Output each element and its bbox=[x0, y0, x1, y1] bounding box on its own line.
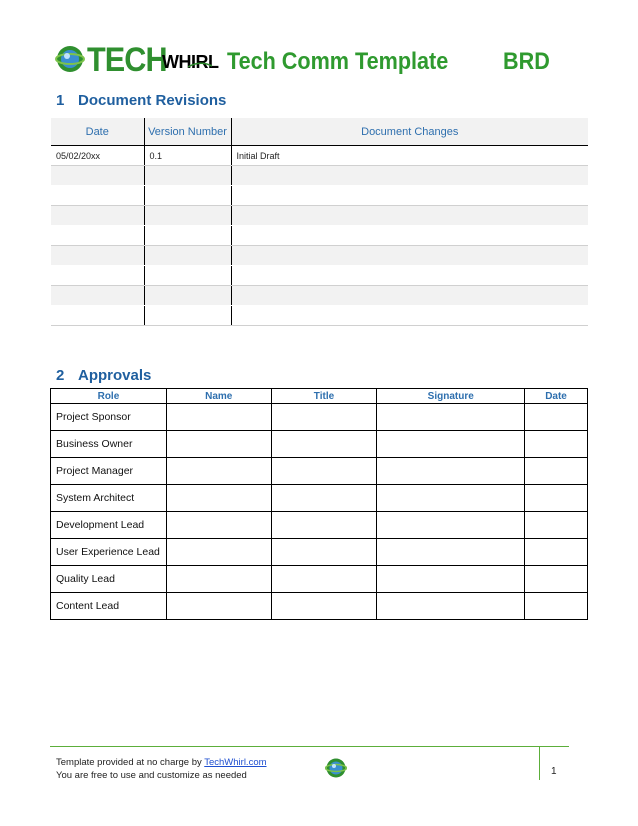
cell-version bbox=[144, 246, 231, 266]
cell-signature bbox=[377, 539, 525, 566]
table-row bbox=[51, 166, 588, 186]
cell-name bbox=[166, 593, 271, 620]
cell-role: Content Lead bbox=[51, 593, 167, 620]
section-title: Approvals bbox=[78, 367, 152, 384]
cell-name bbox=[166, 431, 271, 458]
cell-date: 05/02/20xx bbox=[51, 146, 144, 166]
cell-name bbox=[166, 485, 271, 512]
cell-signature bbox=[377, 566, 525, 593]
template-title: Tech Comm Template bbox=[227, 48, 449, 75]
cell-role: Project Manager bbox=[51, 458, 167, 485]
cell-version bbox=[144, 226, 231, 246]
cell-signature bbox=[377, 593, 525, 620]
page-number: 1 bbox=[551, 766, 557, 777]
footer-line1: Template provided at no charge by bbox=[56, 757, 205, 768]
cell-role: User Experience Lead bbox=[51, 539, 167, 566]
cell-changes bbox=[231, 166, 588, 186]
table-row bbox=[51, 539, 588, 566]
cell-date bbox=[51, 286, 144, 306]
cell-date bbox=[51, 306, 144, 326]
table-row bbox=[51, 512, 588, 539]
column-header-name: Name bbox=[166, 389, 271, 404]
table-row bbox=[51, 286, 588, 306]
table-row bbox=[51, 226, 588, 246]
cell-version bbox=[144, 286, 231, 306]
cell-date bbox=[51, 186, 144, 206]
cell-changes bbox=[231, 286, 588, 306]
footer-divider bbox=[50, 746, 569, 747]
cell-role: Project Sponsor bbox=[51, 404, 167, 431]
cell-changes bbox=[231, 306, 588, 326]
section-heading-revisions bbox=[56, 92, 226, 109]
cell-changes bbox=[231, 226, 588, 246]
section-heading-approvals bbox=[56, 367, 151, 384]
cell-version bbox=[144, 266, 231, 286]
cell-version bbox=[144, 206, 231, 226]
cell-title bbox=[271, 593, 377, 620]
cell-signature bbox=[377, 485, 525, 512]
approvals-table bbox=[50, 388, 588, 620]
column-header-signature: Signature bbox=[377, 389, 525, 404]
table-row bbox=[51, 146, 588, 166]
cell-title bbox=[271, 431, 377, 458]
footer-vertical-divider bbox=[539, 747, 540, 780]
cell-changes bbox=[231, 246, 588, 266]
cell-changes: Initial Draft bbox=[231, 146, 588, 166]
techwhirl-link[interactable]: TechWhirl.com bbox=[204, 757, 267, 768]
column-header-date: Date bbox=[51, 118, 144, 146]
cell-date bbox=[525, 539, 588, 566]
cell-changes bbox=[231, 186, 588, 206]
cell-date bbox=[525, 404, 588, 431]
footer-line2: You are free to use and customize as needed bbox=[56, 770, 247, 781]
cell-name bbox=[166, 512, 271, 539]
cell-title bbox=[271, 404, 377, 431]
document-code: BRD bbox=[503, 48, 550, 75]
column-header-title: Title bbox=[271, 389, 377, 404]
table-row bbox=[51, 431, 588, 458]
cell-signature bbox=[377, 512, 525, 539]
table-header-row bbox=[51, 118, 588, 146]
cell-version bbox=[144, 306, 231, 326]
cell-changes bbox=[231, 206, 588, 226]
cell-role: Development Lead bbox=[51, 512, 167, 539]
cell-date bbox=[525, 458, 588, 485]
revisions-table bbox=[51, 118, 588, 326]
cell-date bbox=[51, 166, 144, 186]
column-header-changes: Document Changes bbox=[231, 118, 588, 146]
cell-signature bbox=[377, 404, 525, 431]
section-number: 2 bbox=[56, 367, 65, 384]
table-row bbox=[51, 206, 588, 226]
cell-title bbox=[271, 485, 377, 512]
cell-version bbox=[144, 166, 231, 186]
table-row bbox=[51, 458, 588, 485]
cell-title bbox=[271, 539, 377, 566]
cell-signature bbox=[377, 431, 525, 458]
cell-date bbox=[51, 246, 144, 266]
table-row bbox=[51, 306, 588, 326]
footer-text bbox=[56, 756, 267, 782]
table-row bbox=[51, 404, 588, 431]
cell-name bbox=[166, 539, 271, 566]
cell-version: 0.1 bbox=[144, 146, 231, 166]
cell-date bbox=[525, 485, 588, 512]
cell-changes bbox=[231, 266, 588, 286]
cell-name bbox=[166, 404, 271, 431]
logo-text-tech: TECH bbox=[87, 41, 167, 79]
cell-date bbox=[525, 566, 588, 593]
cell-role: Quality Lead bbox=[51, 566, 167, 593]
logo-swoosh-icon bbox=[188, 62, 212, 68]
section-number: 1 bbox=[56, 92, 65, 109]
cell-name bbox=[166, 566, 271, 593]
techwhirl-globe-icon bbox=[55, 44, 85, 74]
column-header-version: Version Number bbox=[144, 118, 231, 146]
cell-role: System Architect bbox=[51, 485, 167, 512]
table-row bbox=[51, 593, 588, 620]
cell-date bbox=[525, 593, 588, 620]
column-header-role: Role bbox=[51, 389, 167, 404]
cell-name bbox=[166, 458, 271, 485]
column-header-date: Date bbox=[525, 389, 588, 404]
table-row bbox=[51, 266, 588, 286]
cell-date bbox=[525, 512, 588, 539]
section-title: Document Revisions bbox=[78, 92, 227, 109]
document-header bbox=[55, 40, 555, 84]
table-row bbox=[51, 186, 588, 206]
table-row bbox=[51, 246, 588, 266]
table-row bbox=[51, 566, 588, 593]
cell-version bbox=[144, 186, 231, 206]
cell-title bbox=[271, 512, 377, 539]
logo-text-whirl: WHIRL bbox=[162, 52, 219, 72]
cell-title bbox=[271, 458, 377, 485]
cell-date bbox=[51, 206, 144, 226]
cell-signature bbox=[377, 458, 525, 485]
table-header-row bbox=[51, 389, 588, 404]
footer-globe-icon bbox=[325, 757, 347, 779]
cell-date bbox=[525, 431, 588, 458]
table-row bbox=[51, 485, 588, 512]
cell-date bbox=[51, 226, 144, 246]
cell-date bbox=[51, 266, 144, 286]
cell-role: Business Owner bbox=[51, 431, 167, 458]
cell-title bbox=[271, 566, 377, 593]
